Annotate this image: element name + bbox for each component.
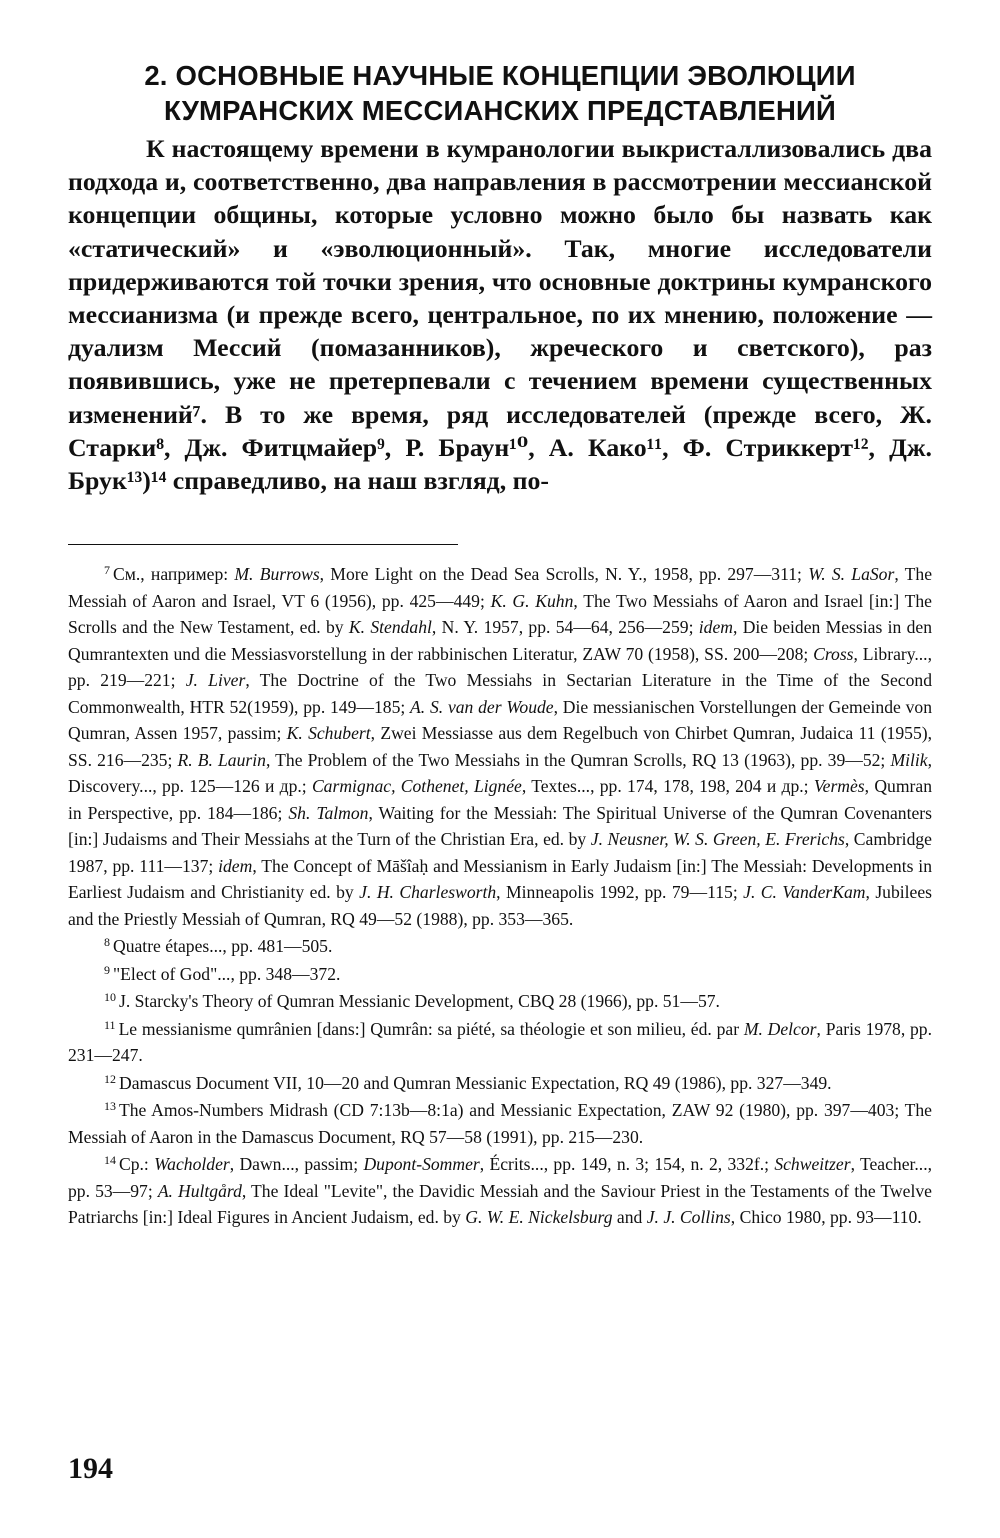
footnote-author: Schweitzer bbox=[774, 1154, 851, 1175]
footnote-text: , Waiting for the Messiah: The Spiritual Universe of the Qumran Covenanters [in:] Judaisms and Their Messiahs at the Turn of the Christian Era, ed. by bbox=[68, 802, 933, 850]
body-paragraph: К настоящему времени в кумранологии выкристаллизовались два подхода и, соответственно, два направления в рассмотрении мессианской концепции общины, которые условно можно было бы назвать как «статический» и «эволюционный». Так, многие исследователи придерживаются той точки зрения, что основные доктрины кумранского мессианизма (и прежде всего, центральное, по их мнению, положение — дуализм Мессий (помазанников), жреческого и светского), раз появившись, уже не претерпевали с течением времени существенных изменений⁷. В то же время, ряд исследователей (прежде всего, Ж. Старки⁸, Дж. Фитцмайер⁹, Р. Браун¹⁰, А. Како¹¹, Ф. Стриккерт¹², Дж. Брук¹³)¹⁴ справедливо, на наш взгляд, по- bbox=[68, 134, 932, 496]
footnote-author: Sh. Talmon bbox=[288, 802, 369, 823]
footnote-number: 13 bbox=[104, 1099, 116, 1114]
footnote-number: 14 bbox=[104, 1153, 116, 1168]
footnote-author: A. S. van der Woude bbox=[410, 696, 554, 717]
footnote-text: , The Two Messiahs of Aaron and Israel [in:] The Scrolls and the New Testament, ed. by bbox=[68, 590, 932, 638]
footnote-author: M. Delcor bbox=[743, 1018, 817, 1039]
footnote-text: , Library..., pp. 219—221; bbox=[68, 643, 932, 691]
footnote-text: , Minneapolis 1992, pp. 79—115; bbox=[496, 882, 744, 903]
footnote-8 bbox=[68, 933, 932, 960]
footnote-author: Vermès bbox=[813, 776, 865, 797]
footnote-number: 9 bbox=[104, 962, 110, 977]
footnote-number: 8 bbox=[104, 935, 110, 950]
footnote-text: , Qumran in Perspective, pp. 184—186; bbox=[68, 776, 932, 823]
footnote-text: "Elect of God"..., pp. 348—372. bbox=[113, 963, 341, 984]
footnote-text: См., например: bbox=[113, 564, 235, 585]
footnote-author: A. Hultgård bbox=[157, 1180, 242, 1201]
footnote-text: , More Light on the Dead Sea Scrolls, N. Y., 1958, pp. 297—311; bbox=[319, 564, 809, 585]
footnote-author: Cross bbox=[813, 643, 854, 664]
footnote-author: Wacholder bbox=[154, 1154, 230, 1175]
footnote-text: , The Problem of the Two Messiahs in the Qumran Scrolls, RQ 13 (1963), pp. 39—52; bbox=[265, 749, 891, 770]
footnote-author: M. Burrows bbox=[234, 564, 320, 585]
footnote-author: J. J. Collins bbox=[646, 1207, 731, 1228]
footnote-9 bbox=[68, 961, 932, 988]
footnote-author: J. Liver bbox=[185, 670, 246, 691]
footnote-text: J. Starcky's Theory of Qumran Messianic Development, CBQ 28 (1966), pp. 51—57. bbox=[119, 991, 720, 1012]
footnote-text: , Teacher..., pp. 53—97; bbox=[68, 1154, 932, 1201]
footnote-text: Damascus Document VII, 10—20 and Qumran Messianic Expectation, RQ 49 (1986), pp. 327—349. bbox=[119, 1072, 832, 1093]
footnote-author: idem bbox=[698, 617, 733, 638]
footnote-text: , The Messiah of Aaron and Israel, VT 6 (1956), pp. 425—449; bbox=[68, 564, 933, 611]
footnote-text: , Discovery..., pp. 125—126 и др.; bbox=[68, 749, 932, 797]
section-heading bbox=[68, 58, 932, 128]
footnote-text: Ср.: bbox=[119, 1154, 155, 1175]
footnote-author: W. S. LaSor bbox=[808, 564, 895, 585]
footnote-text: Le messianisme qumrânien [dans:] Qumrân: sa piété, sa théologie et son milieu, éd. par bbox=[118, 1018, 744, 1039]
footnote-text: , Textes..., pp. 174, 178, 198, 204 и др.; bbox=[521, 776, 814, 797]
footnote-author: Dupont-Sommer bbox=[363, 1154, 480, 1175]
footnote-text: , Cambridge 1987, pp. 111—137; bbox=[68, 829, 932, 876]
footnote-12 bbox=[68, 1070, 932, 1097]
footnote-text: , Chico 1980, pp. 93—110. bbox=[730, 1207, 922, 1228]
footnote-author: K. Schubert bbox=[286, 723, 371, 744]
footnote-text: , Zwei Messiasse aus dem Regelbuch von Chirbet Qumran, Judaica 11 (1955), SS. 216—235; bbox=[68, 723, 933, 770]
footnote-author: K. Stendahl bbox=[348, 617, 432, 638]
footnote-author: R. B. Laurin bbox=[177, 749, 266, 770]
footnote-author: J. Neusner, W. S. Green, E. Frerichs bbox=[590, 829, 845, 850]
footnote-separator bbox=[68, 544, 458, 545]
footnote-text: , The Doctrine of the Two Messiahs in Sectarian Literature in the Time of the Second Commonwealth, HTR 52(1959), pp. 149—185; bbox=[68, 670, 932, 717]
footnote-author: G. W. E. Nickelsburg bbox=[465, 1207, 613, 1228]
footnote-text: and bbox=[612, 1207, 647, 1228]
footnote-10 bbox=[68, 988, 932, 1015]
footnote-text: , Jubilees and the Priestly Messiah of Qumran, RQ 49—52 (1988), pp. 353—365. bbox=[68, 882, 932, 929]
footnote-author: K. G. Kuhn bbox=[490, 590, 574, 611]
footnote-text: , The Concept of Māšîaḥ and Messianism in Early Judaism [in:] The Messiah: Developments in Earliest Judaism and Christianity ed. by bbox=[68, 855, 932, 903]
footnote-number: 7 bbox=[104, 563, 110, 578]
footnote-author: Carmignac, Cothenet, Lignée bbox=[311, 776, 522, 797]
footnote-number: 11 bbox=[104, 1017, 116, 1032]
page-number: 194 bbox=[68, 1452, 113, 1485]
footnote-author: J. H. Charlesworth bbox=[359, 882, 497, 903]
footnote-text: , Die beiden Messias in den Qumrantexten und die Messiasvorstellung in der rabbinischen Literatur, ZAW 70 (1958), SS. 200—208; bbox=[68, 617, 933, 664]
section-heading-line-1: 2. ОСНОВНЫЕ НАУЧНЫЕ КОНЦЕПЦИИ ЭВОЛЮЦИИ bbox=[144, 60, 856, 91]
section-heading-line-2: КУМРАНСКИХ МЕССИАНСКИХ ПРЕДСТАВЛЕНИЙ bbox=[164, 95, 836, 126]
footnote-text: Quatre étapes..., pp. 481—505. bbox=[113, 936, 333, 957]
footnote-text: The Amos-Numbers Midrash (CD 7:13b—8:1a) and Messianic Expectation, ZAW 92 (1980), pp. 397—403; The Messiah of Aaron in the Damascus Document, RQ 57—58 (1991), pp. 215—230. bbox=[68, 1100, 932, 1147]
footnote-text: , Écrits..., pp. 149, n. 3; 154, n. 2, 332f.; bbox=[479, 1154, 775, 1175]
footnote-text: , Paris 1978, pp. 231—247. bbox=[68, 1018, 932, 1066]
footnote-13 bbox=[68, 1097, 932, 1150]
footnote-text: , Die messianischen Vorstellungen der Gemeinde von Qumran, Assen 1957, passim; bbox=[68, 696, 932, 744]
footnote-text: , The Ideal "Levite", the Davidic Messiah and the Saviour Priest in the Testaments of the Twelve Patriarchs [in:] Ideal Figures in Ancient Judaism, ed. by bbox=[68, 1180, 932, 1228]
footnotes bbox=[68, 561, 932, 1231]
footnote-author: Milik bbox=[890, 749, 928, 770]
footnote-14 bbox=[68, 1151, 932, 1231]
footnote-author: idem bbox=[218, 855, 253, 876]
footnote-number: 10 bbox=[104, 990, 116, 1005]
footnote-7 bbox=[68, 561, 932, 932]
footnote-text: , Dawn..., passim; bbox=[229, 1154, 364, 1175]
footnote-text: , N. Y. 1957, pp. 54—64, 256—259; bbox=[431, 617, 699, 638]
footnote-number: 12 bbox=[104, 1071, 116, 1086]
footnote-11 bbox=[68, 1016, 932, 1069]
footnote-author: J. C. VanderKam bbox=[743, 882, 866, 903]
